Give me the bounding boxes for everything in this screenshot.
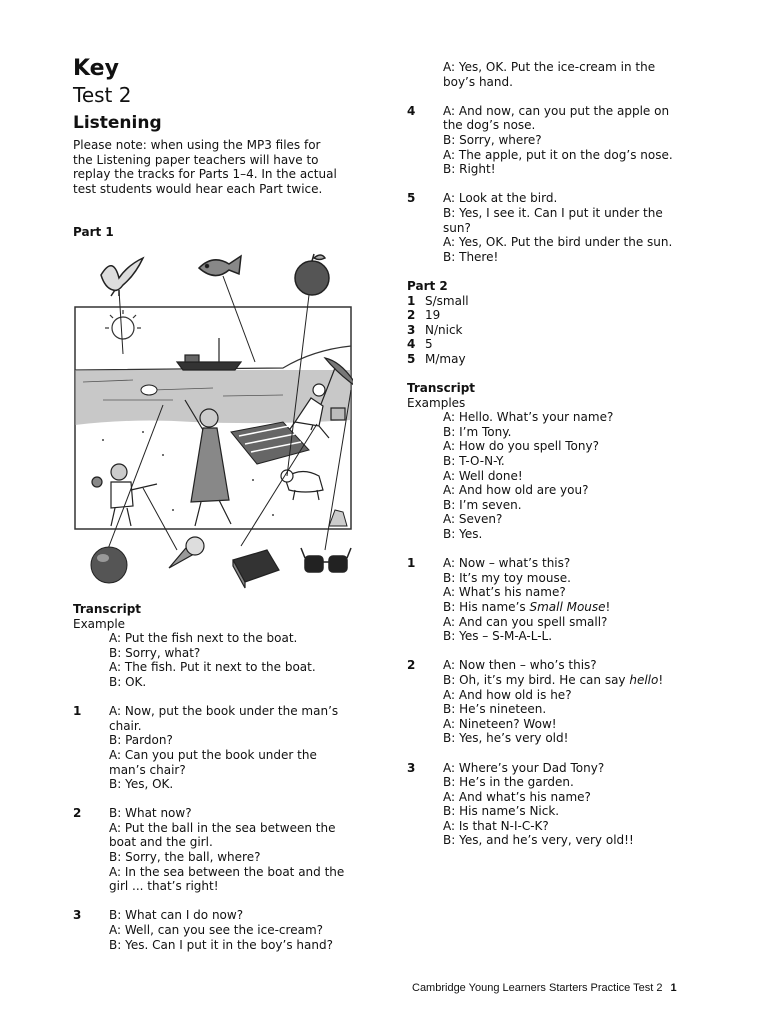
part2-examples-label: Examples: [407, 395, 466, 410]
part2-transcript-heading: Transcript: [407, 381, 476, 396]
apple-icon: [295, 254, 329, 295]
test-heading: Test 2: [73, 83, 132, 107]
book-icon: [233, 550, 279, 588]
answer-line: 5 M/may: [407, 351, 466, 366]
ball-icon: [91, 547, 127, 583]
dialogue-line: B: Sorry, what?: [109, 645, 201, 660]
note-line: replay the tracks for Parts 1–4. In the actual: [73, 167, 337, 182]
question-number: 4: [407, 103, 416, 118]
part1-question-4: 4 A: And now, can you put the apple on the dog’s nose. B: Sorry, where? A: The apple, put it on the dog’s nose. B: Right!: [407, 104, 737, 177]
footer-text: Cambridge Young Learners Starters Practice Test 2: [412, 982, 663, 994]
right-column: [407, 60, 737, 848]
note-line: the Listening paper teachers will have to: [73, 152, 319, 167]
part2-question-3: 3 A: Where’s your Dad Tony? B: He’s in the garden. A: And what’s his name? B: His name’s Nick. A: Is that N-I-C-K? B: Yes, and he’s very, very old!!: [407, 760, 634, 848]
fish-icon: [199, 256, 241, 276]
page-number: 1: [670, 982, 677, 994]
part2-question-1: 1 A: Now – what’s this? B: It’s my toy mouse. A: What’s his name? B: His name’s Small Mouse! A: And can you spell small? B: Yes – S-M-A-L-L.: [407, 556, 611, 644]
note-paragraph: [73, 138, 373, 196]
question-number: 1: [407, 556, 416, 571]
question-number: 3: [407, 760, 416, 775]
note-line: Please note: when using the MP3 files for: [73, 138, 321, 152]
part2-examples: A: Hello. What’s your name? B: I’m Tony. A: How do you spell Tony? B: T-O-N-Y. A: Well done! A: And how old are you? B: I’m seven. A: Seven? B: Yes.: [443, 410, 614, 541]
question-number: 3: [73, 908, 82, 923]
part1-question-5: 5 A: Look at the bird. B: Yes, I see it. Can I put it under the sun? A: Yes, OK. Put the bird under the sun. B: There!: [407, 191, 737, 264]
answer-line: 3 N/nick: [407, 322, 463, 337]
part1-question-3: 3 B: What can I do now? A: Well, can you see the ice-cream? B: Yes. Can I put it in the boy’s hand?: [73, 908, 333, 952]
part1-example: [73, 631, 373, 689]
part2-answers: [407, 294, 737, 367]
continuation-line: sun?: [443, 220, 471, 235]
section-heading: Listening: [73, 113, 162, 133]
seagull-icon: [101, 258, 143, 296]
page-footer: [412, 982, 677, 994]
dialogue-line: B: OK.: [109, 674, 147, 689]
part2-heading: Part 2: [407, 278, 448, 293]
sunglasses-icon: [301, 548, 351, 572]
answer-line: 1 S/small: [407, 293, 469, 308]
part1-heading: Part 1: [73, 225, 114, 240]
dialogue-line: A: Put the fish next to the boat.: [109, 631, 298, 646]
beach-scene-illustration: [73, 250, 353, 590]
continuation-line: girl ... that’s right!: [109, 879, 219, 894]
continuation-line: boy’s hand.: [443, 74, 513, 89]
part1-example-label: Example: [73, 616, 126, 631]
dialogue-line: A: The fish. Put it next to the boat.: [109, 660, 316, 675]
part1-transcript-heading: Transcript: [73, 601, 142, 616]
note-line: test students would hear each Part twice.: [73, 181, 323, 196]
continuation-line: the dog’s nose.: [443, 118, 536, 133]
part2-question-2: 2 A: Now then – who’s this? B: Oh, it’s my bird. He can say hello! A: And how old is he? B: He’s nineteen. A: Nineteen? Wow! B: Yes, he’s very old!: [407, 658, 664, 746]
part1-question-3-continued: A: Yes, OK. Put the ice-cream in the boy’s hand.: [407, 60, 737, 89]
question-number: 1: [73, 704, 82, 719]
answer-line: 2 19: [407, 308, 441, 323]
question-number: 5: [407, 191, 416, 206]
answer-line: 4 5: [407, 337, 433, 352]
part1-question-1: 1 A: Now, put the book under the man’s chair. B: Pardon? A: Can you put the book under the man’s chair? B: Yes, OK.: [73, 704, 373, 792]
question-number: 2: [73, 806, 82, 821]
question-number: 2: [407, 658, 416, 673]
part1-question-2: 2 B: What now? A: Put the ball in the sea between the boat and the girl. B: Sorry, the ball, where? A: In the sea between the boat and the girl ... that’s right!: [73, 806, 373, 894]
continuation-line: man’s chair?: [109, 762, 186, 777]
key-heading: Key: [73, 56, 119, 81]
continuation-line: boat and the girl.: [109, 835, 213, 850]
ice-cream-icon: [169, 537, 204, 568]
continuation-line: chair.: [109, 718, 142, 733]
